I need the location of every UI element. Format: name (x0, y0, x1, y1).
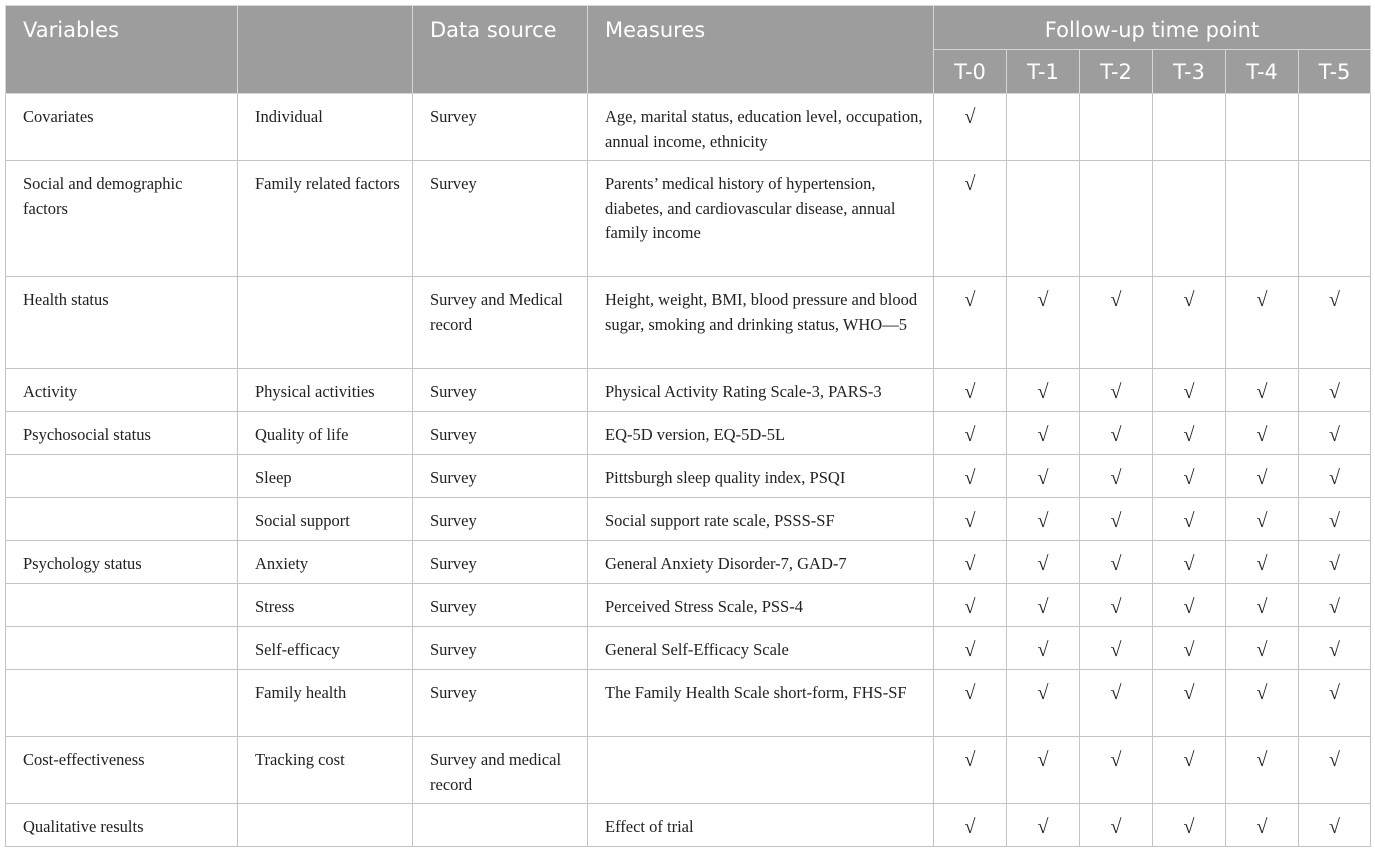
checkmark-cell: √ (1007, 584, 1080, 627)
variable-cell: Activity (6, 369, 238, 412)
measures-cell: Effect of trial (588, 804, 934, 847)
checkmark-cell (1007, 161, 1080, 277)
subvariable-cell: Family related factors (238, 161, 413, 277)
checkmark-cell: √ (1299, 670, 1371, 737)
measures-cell: Physical Activity Rating Scale-3, PARS-3 (588, 369, 934, 412)
variable-cell: Covariates (6, 94, 238, 161)
checkmark-cell: √ (1153, 455, 1226, 498)
measures-cell: Perceived Stress Scale, PSS-4 (588, 584, 934, 627)
checkmark-cell: √ (1153, 627, 1226, 670)
subvariable-cell (238, 277, 413, 369)
subvariable-cell: Quality of life (238, 412, 413, 455)
checkmark-cell (1153, 94, 1226, 161)
checkmark-cell: √ (1299, 498, 1371, 541)
checkmark-cell: √ (1226, 277, 1299, 369)
table-row (6, 670, 1371, 737)
checkmark-cell: √ (934, 498, 1007, 541)
subvariable-cell: Physical activities (238, 369, 413, 412)
table-row (6, 498, 1371, 541)
checkmark-cell: √ (1153, 412, 1226, 455)
checkmark-cell: √ (1226, 670, 1299, 737)
checkmark-cell: √ (1007, 737, 1080, 804)
data-source-cell: Survey (413, 369, 588, 412)
table-row (6, 584, 1371, 627)
measures-cell: Age, marital status, education level, occupation, annual income, ethnicity (588, 94, 934, 161)
measures-cell: Height, weight, BMI, blood pressure and blood sugar, smoking and drinking status, WHO—5 (588, 277, 934, 369)
subvariable-cell: Stress (238, 584, 413, 627)
checkmark-cell: √ (1007, 412, 1080, 455)
measures-cell (588, 737, 934, 804)
checkmark-cell: √ (1299, 412, 1371, 455)
subvariable-cell: Sleep (238, 455, 413, 498)
checkmark-cell: √ (934, 455, 1007, 498)
table-row (6, 737, 1371, 804)
checkmark-cell: √ (934, 94, 1007, 161)
table-row (6, 277, 1371, 369)
header-timepoint: T-1 (1007, 50, 1080, 94)
subvariable-cell: Family health (238, 670, 413, 737)
checkmark-cell: √ (1007, 541, 1080, 584)
checkmark-cell: √ (1299, 804, 1371, 847)
checkmark-cell: √ (934, 737, 1007, 804)
measures-cell: Pittsburgh sleep quality index, PSQI (588, 455, 934, 498)
data-source-cell: Survey (413, 584, 588, 627)
checkmark-cell: √ (934, 277, 1007, 369)
checkmark-cell: √ (1080, 737, 1153, 804)
variable-cell (6, 498, 238, 541)
data-source-cell: Survey (413, 670, 588, 737)
checkmark-cell: √ (1299, 277, 1371, 369)
checkmark-cell: √ (1299, 627, 1371, 670)
subvariable-cell: Anxiety (238, 541, 413, 584)
data-source-cell (413, 804, 588, 847)
checkmark-cell: √ (1226, 737, 1299, 804)
checkmark-cell: √ (1080, 498, 1153, 541)
variable-cell: Psychology status (6, 541, 238, 584)
measures-cell: Social support rate scale, PSSS-SF (588, 498, 934, 541)
checkmark-cell: √ (1153, 737, 1226, 804)
table-body (6, 94, 1371, 847)
measures-cell: General Anxiety Disorder-7, GAD-7 (588, 541, 934, 584)
checkmark-cell: √ (1153, 498, 1226, 541)
checkmark-cell: √ (1007, 455, 1080, 498)
checkmark-cell: √ (1226, 498, 1299, 541)
variable-cell (6, 627, 238, 670)
checkmark-cell: √ (1153, 804, 1226, 847)
checkmark-cell: √ (1007, 498, 1080, 541)
checkmark-cell: √ (1080, 455, 1153, 498)
table-row (6, 627, 1371, 670)
measures-cell: Parents’ medical history of hypertension, diabetes, and cardiovascular disease, annual family income (588, 161, 934, 277)
data-source-cell: Survey and Medical record (413, 277, 588, 369)
followup-table (5, 5, 1371, 847)
checkmark-cell: √ (1080, 412, 1153, 455)
table-row (6, 455, 1371, 498)
variable-cell (6, 670, 238, 737)
header-timepoint: T-0 (934, 50, 1007, 94)
data-source-cell: Survey (413, 627, 588, 670)
data-source-cell: Survey (413, 161, 588, 277)
checkmark-cell: √ (1226, 584, 1299, 627)
header-timepoint: T-5 (1299, 50, 1371, 94)
checkmark-cell (1299, 161, 1371, 277)
table-row (6, 541, 1371, 584)
checkmark-cell (1226, 161, 1299, 277)
variable-cell: Social and demographic factors (6, 161, 238, 277)
checkmark-cell: √ (1153, 670, 1226, 737)
checkmark-cell: √ (1299, 737, 1371, 804)
checkmark-cell: √ (1007, 627, 1080, 670)
subvariable-cell: Social support (238, 498, 413, 541)
subvariable-cell: Self-efficacy (238, 627, 413, 670)
header-measures: Measures (588, 6, 934, 94)
checkmark-cell: √ (934, 627, 1007, 670)
checkmark-cell: √ (1153, 369, 1226, 412)
table-row (6, 94, 1371, 161)
data-source-cell: Survey (413, 455, 588, 498)
checkmark-cell (1226, 94, 1299, 161)
checkmark-cell: √ (934, 670, 1007, 737)
header-variables: Variables (6, 6, 238, 94)
data-source-cell: Survey and medical record (413, 737, 588, 804)
header-blank (238, 6, 413, 94)
data-source-cell: Survey (413, 498, 588, 541)
table-row (6, 412, 1371, 455)
checkmark-cell: √ (934, 161, 1007, 277)
checkmark-cell: √ (1080, 804, 1153, 847)
header-data-source: Data source (413, 6, 588, 94)
checkmark-cell: √ (1299, 541, 1371, 584)
header-timepoint: T-4 (1226, 50, 1299, 94)
checkmark-cell (1080, 161, 1153, 277)
checkmark-cell: √ (1007, 670, 1080, 737)
checkmark-cell: √ (1007, 804, 1080, 847)
header-timepoint: T-3 (1153, 50, 1226, 94)
checkmark-cell: √ (1153, 541, 1226, 584)
variable-cell (6, 455, 238, 498)
checkmark-cell (1299, 94, 1371, 161)
header-timepoint: T-2 (1080, 50, 1153, 94)
checkmark-cell (1080, 94, 1153, 161)
variable-cell: Health status (6, 277, 238, 369)
checkmark-cell: √ (1080, 277, 1153, 369)
variable-cell: Cost-effectiveness (6, 737, 238, 804)
table-row (6, 369, 1371, 412)
variable-cell (6, 584, 238, 627)
checkmark-cell: √ (934, 584, 1007, 627)
subvariable-cell: Tracking cost (238, 737, 413, 804)
checkmark-cell: √ (1226, 627, 1299, 670)
checkmark-cell: √ (1080, 541, 1153, 584)
checkmark-cell: √ (1080, 627, 1153, 670)
checkmark-cell: √ (1007, 369, 1080, 412)
checkmark-cell: √ (1153, 584, 1226, 627)
checkmark-cell: √ (1080, 584, 1153, 627)
measures-cell: The Family Health Scale short-form, FHS-SF (588, 670, 934, 737)
checkmark-cell: √ (1080, 369, 1153, 412)
subvariable-cell: Individual (238, 94, 413, 161)
data-source-cell: Survey (413, 94, 588, 161)
measures-cell: EQ-5D version, EQ-5D-5L (588, 412, 934, 455)
table-row (6, 804, 1371, 847)
checkmark-cell: √ (1007, 277, 1080, 369)
subvariable-cell (238, 804, 413, 847)
checkmark-cell: √ (1226, 412, 1299, 455)
checkmark-cell: √ (1226, 541, 1299, 584)
checkmark-cell: √ (1226, 455, 1299, 498)
checkmark-cell (1007, 94, 1080, 161)
checkmark-cell: √ (1153, 277, 1226, 369)
table-row (6, 161, 1371, 277)
checkmark-cell: √ (934, 412, 1007, 455)
data-source-cell: Survey (413, 541, 588, 584)
checkmark-cell: √ (1299, 584, 1371, 627)
data-source-cell: Survey (413, 412, 588, 455)
measures-cell: General Self-Efficacy Scale (588, 627, 934, 670)
checkmark-cell: √ (1299, 455, 1371, 498)
checkmark-cell: √ (934, 804, 1007, 847)
checkmark-cell: √ (934, 369, 1007, 412)
header-followup: Follow-up time point (934, 6, 1371, 50)
variable-cell: Psychosocial status (6, 412, 238, 455)
variable-cell: Qualitative results (6, 804, 238, 847)
checkmark-cell: √ (934, 541, 1007, 584)
checkmark-cell: √ (1226, 804, 1299, 847)
checkmark-cell: √ (1226, 369, 1299, 412)
checkmark-cell: √ (1299, 369, 1371, 412)
checkmark-cell: √ (1080, 670, 1153, 737)
checkmark-cell (1153, 161, 1226, 277)
